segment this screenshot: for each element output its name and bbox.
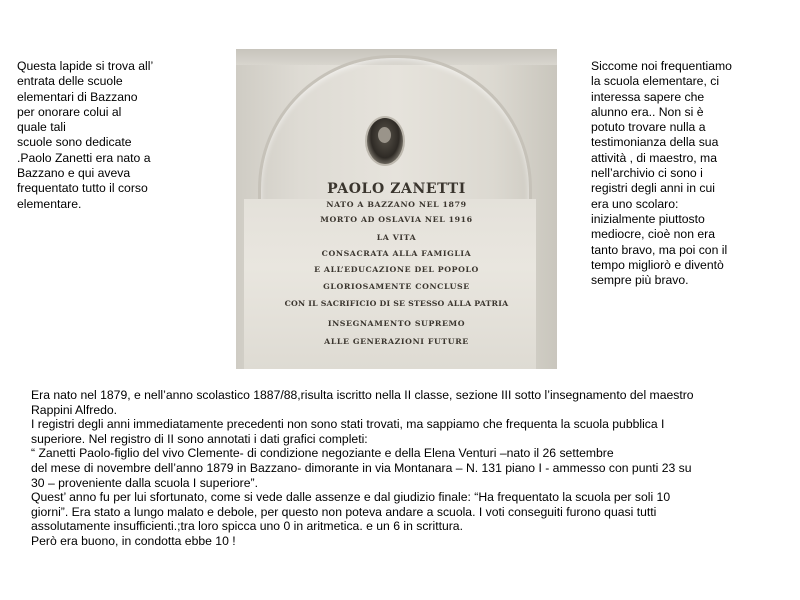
body-line: 30 – proveniente dalla scuola I superiore”.	[31, 475, 258, 490]
right-caption-line: tempo migliorò e diventò	[591, 257, 724, 272]
body-line: I registri degli anni immediatamente precedenti non sono stati trovati, ma sappiamo che frequenta la scuola pubblica I	[31, 417, 665, 432]
right-caption-line: tanto bravo, ma poi con il	[591, 242, 728, 257]
plaque-line: CON IL SACRIFICIO DI SE STESSO ALLA PATRIA	[284, 299, 509, 308]
left-caption-line: entrata delle scuole	[17, 74, 123, 89]
right-caption-line: alunno era.. Non si è	[591, 104, 704, 119]
left-caption-line: Bazzano e qui aveva	[17, 166, 131, 181]
left-caption-line: Questa lapide si trova all’	[17, 59, 154, 73]
body-line: Rappini Alfredo.	[31, 402, 118, 417]
left-caption-line: frequentato tutto il corso	[17, 181, 148, 196]
left-caption-line: quale tali	[17, 120, 66, 135]
plaque-photo	[236, 49, 557, 369]
body-line: “ Zanetti Paolo-figlio del vivo Clemente- di condizione negoziante e della Elena Venturi –nato il 26 settembre	[31, 446, 614, 461]
left-caption	[17, 59, 153, 212]
right-caption-line: sempre più bravo.	[591, 273, 689, 288]
right-caption-line: potuto trovare nulla a	[591, 120, 706, 135]
body-text	[31, 388, 694, 549]
plaque-line: CONSACRATA ALLA FAMIGLIA	[321, 249, 472, 258]
body-line: giorni”. Era stato a lungo malato e debole, per questo non poteva andare a scuola. I voti conseguiti furono quasi tutti	[31, 504, 657, 519]
right-caption-line: interessa sapere che	[591, 89, 705, 104]
right-caption-line: la scuola elementare, ci	[591, 74, 720, 89]
right-caption-line: testimonianza della sua	[591, 135, 719, 150]
left-caption-line: elementari di Bazzano	[17, 89, 138, 104]
plaque-line: LA VITA	[376, 233, 417, 242]
plaque-line: INSEGNAMENTO SUPREMO	[327, 319, 466, 328]
right-caption-line: Siccome noi frequentiamo	[591, 59, 732, 73]
right-caption-line: mediocre, cioè non era	[591, 227, 715, 242]
portrait-medallion	[365, 116, 405, 166]
left-caption-line: .Paolo Zanetti era nato a	[17, 150, 151, 165]
body-line: Era nato nel 1879, e nell’anno scolastico 1887/88,risulta iscritto nella II classe, sezione III sotto l’insegnamento del maestro	[31, 388, 694, 402]
right-caption	[591, 59, 732, 288]
right-caption-line: inizialmente piuttosto	[591, 211, 705, 226]
plaque-line: E ALL’EDUCAZIONE DEL POPOLO	[314, 265, 479, 274]
right-caption-line: nell’archivio ci sono i	[591, 166, 703, 181]
left-caption-line: per onorare colui al	[17, 104, 122, 119]
body-line: del mese di novembre dell’anno 1879 in Bazzano- dimorante in via Montanara – N. 131 piano I - ammesso con punti 23 su	[31, 460, 692, 475]
plaque-line: NATO A BAZZANO NEL 1879	[326, 200, 467, 209]
right-caption-line: attività , di maestro, ma	[591, 150, 717, 165]
body-line: Quest’ anno fu per lui sfortunato, come si vede dalle assenze e dal giudizio finale: “Ha frequentato la scuola per soli 10	[31, 490, 671, 505]
portrait-face	[378, 127, 391, 143]
plaque-line: GLORIOSAMENTE CONCLUSE	[323, 282, 470, 291]
body-line: superiore. Nel registro di II sono annotati i dati grafici completi:	[31, 431, 368, 446]
plaque-line: MORTO AD OSLAVIA NEL 1916	[320, 215, 473, 224]
right-caption-line: registri degli anni in cui	[591, 181, 715, 196]
plaque-line: ALLE GENERAZIONI FUTURE	[324, 337, 469, 346]
body-line: assolutamente insufficienti.;tra loro spicca uno 0 in aritmetica. e un 6 in scrittura.	[31, 519, 463, 534]
left-caption-line: elementare.	[17, 196, 82, 211]
left-caption-line: scuole sono dedicate	[17, 135, 132, 150]
plaque-name: PAOLO ZANETTI	[327, 181, 466, 197]
body-line: Però era buono, in condotta ebbe 10 !	[31, 533, 236, 548]
right-caption-line: era uno scolaro:	[591, 196, 679, 211]
